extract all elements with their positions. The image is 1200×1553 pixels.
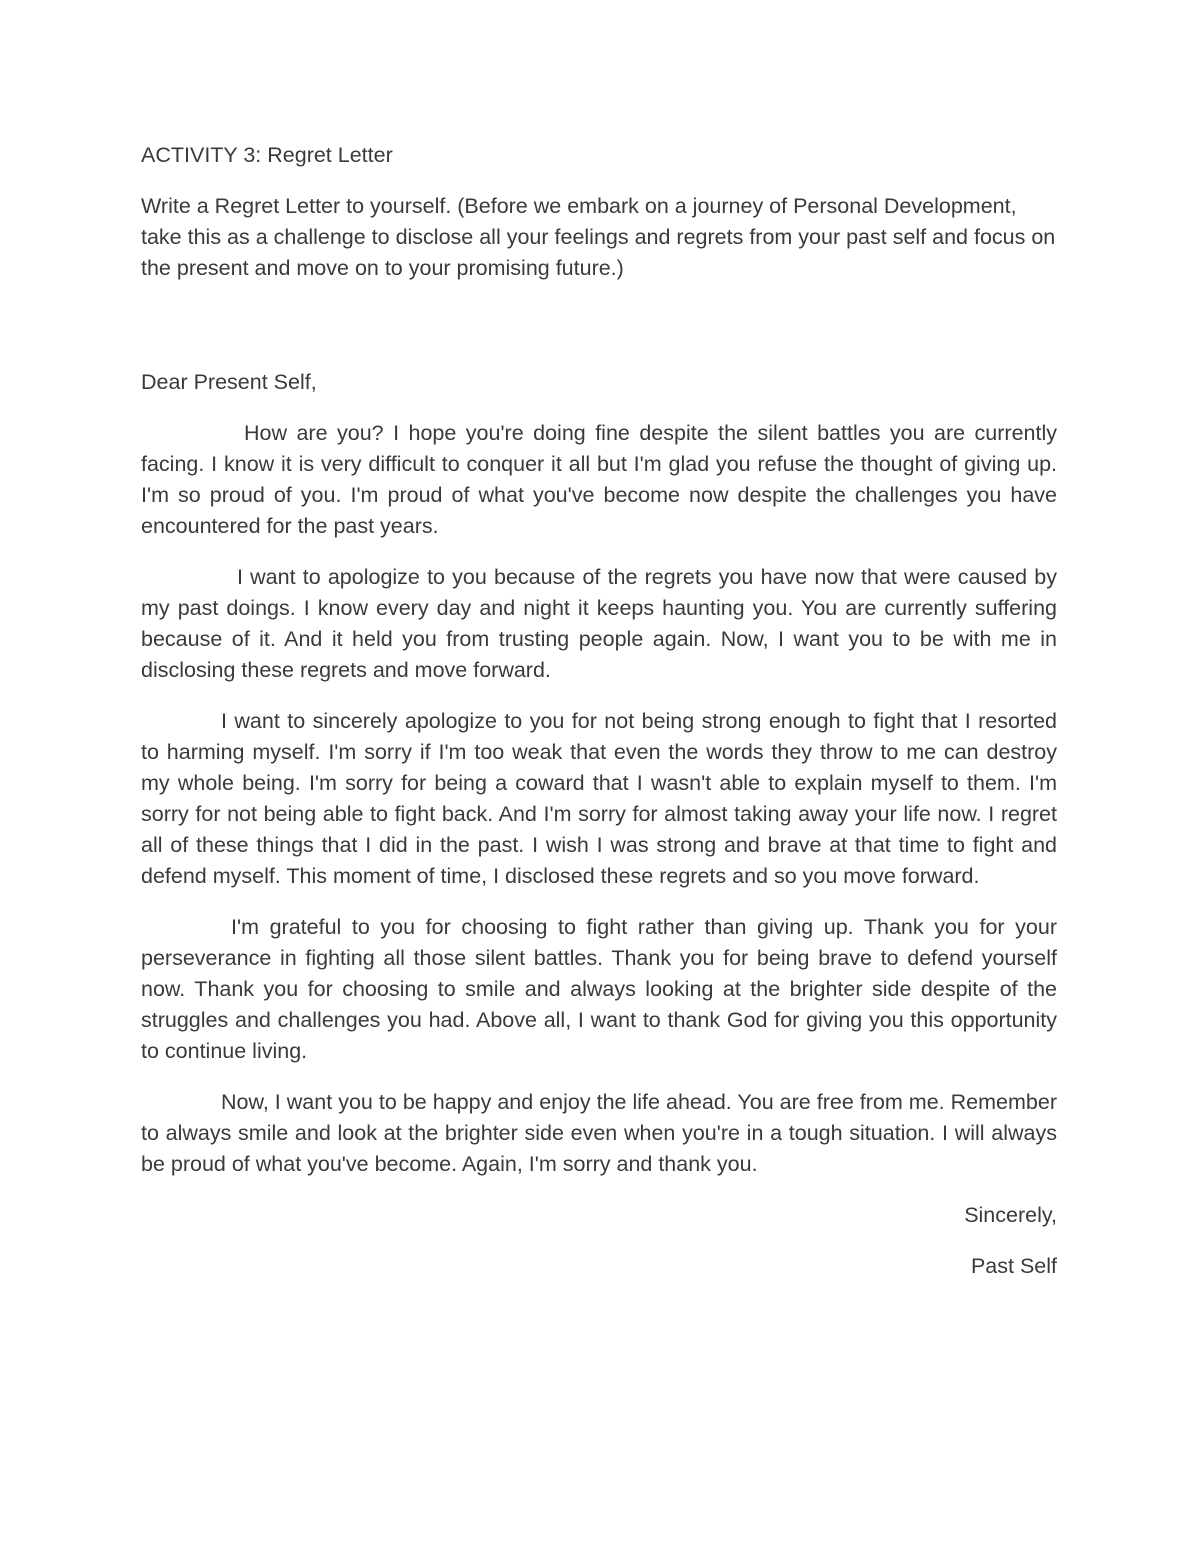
letter-signature: Past Self [970,1254,1057,1278]
letter-paragraph-1: How are you? I hope you're doing fine despite the silent battles you are currently facing. I know it is very difficult to conquer it all but I'm glad you refuse the thought of giving up. I'm so proud of you. I'm proud of what you've become now despite the challenges you have encountered for the past years. [141,421,1057,538]
letter-paragraph-5: Now, I want you to be happy and enjoy the life ahead. You are free from me. Remember to always smile and look at the brighter side even when you're in a tough situation. I will always be proud of what you've become. Again, I'm sorry and thank you. [141,1090,1057,1176]
document-title: ACTIVITY 3: Regret Letter [141,143,393,167]
letter-paragraph-2: I want to apologize to you because of the regrets you have now that were caused by my past doings. I know every day and night it keeps haunting you. You are currently suffering because of it. And it held you from trusting people again. Now, I want you to be with me in disclosing these regrets and move forward. [141,565,1057,682]
letter-paragraph-4: I'm grateful to you for choosing to fight rather than giving up. Thank you for your perseverance in fighting all those silent battles. Thank you for being brave to defend yourself now. Thank you for choosing to smile and always looking at the brighter side despite of the struggles and challenges you had. Above all, I want to thank God for giving you this opportunity to continue living. [141,915,1057,1063]
activity-instructions: Write a Regret Letter to yourself. (Before we embark on a journey of Personal Development, take this as a challenge to disclose all your feelings and regrets from your past self and focus on the present and move on to your promising future.) [141,194,1056,280]
letter-paragraph-3: I want to sincerely apologize to you for not being strong enough to fight that I resorted to harming myself. I'm sorry if I'm too weak that even the words they throw to me can destroy my whole being. I'm sorry for being a coward that I wasn't able to explain myself to them. I'm sorry for not being able to fight back. And I'm sorry for almost taking away your life now. I regret all of these things that I did in the past. I wish I was strong and brave at that time to fight and defend myself. This moment of time, I disclosed these regrets and so you move forward. [141,709,1057,888]
document-page [141,140,1057,1282]
letter-closing: Sincerely, [964,1203,1057,1227]
letter-salutation: Dear Present Self, [141,370,317,394]
